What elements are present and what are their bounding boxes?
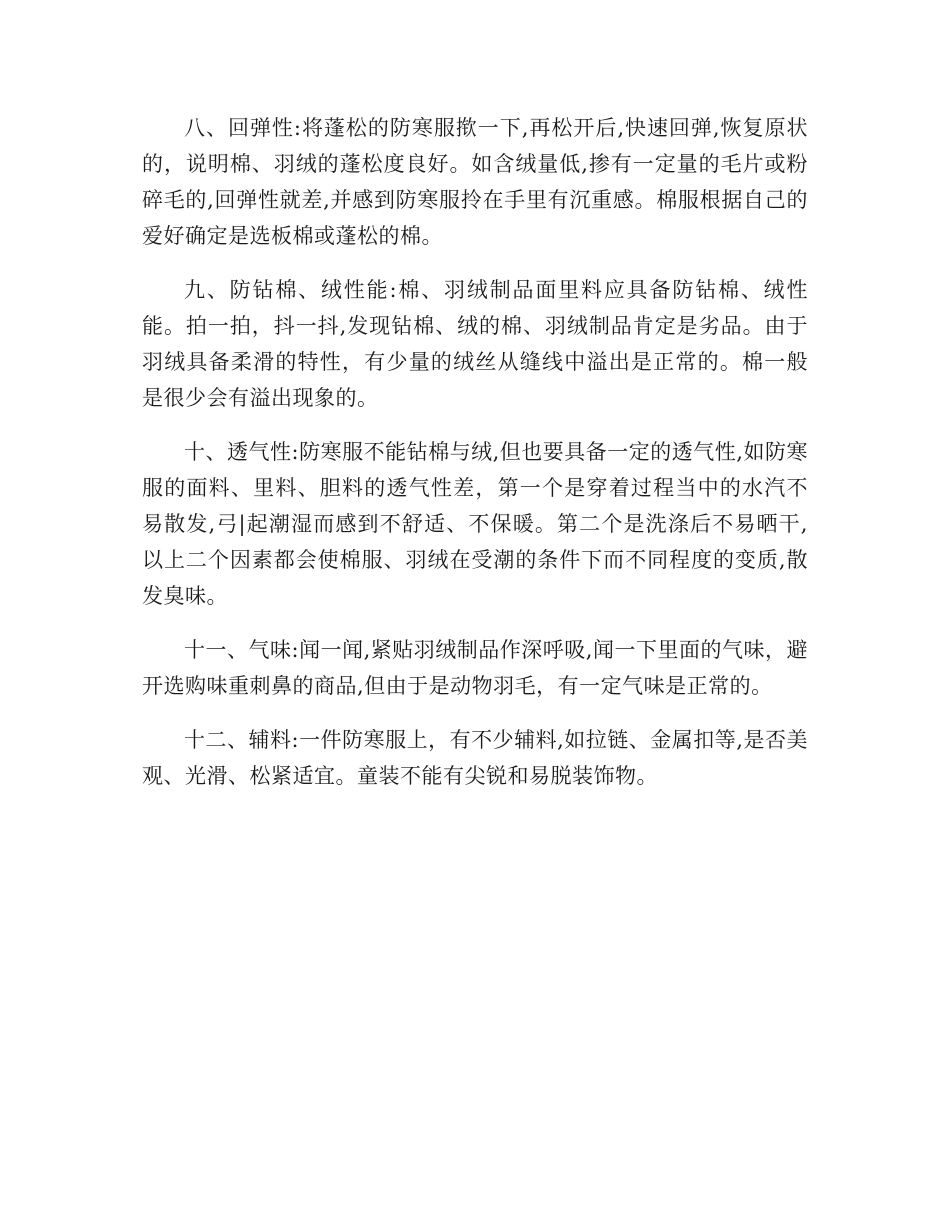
document-body — [142, 110, 808, 812]
paragraph-accessories: 十二、辅料:一件防寒服上，有不少辅料,如拉链、金属扣等,是否美观、光滑、松紧适宜。童装不能有尖锐和易脱装饰物。 — [142, 728, 808, 788]
paragraph-breathability: 十、透气性:防寒服不能钻棉与绒,但也要具备一定的透气性,如防寒服的面料、里料、胆料的透气性差，第一个是穿着过程当中的水汽不易散发,弓|起潮湿而感到不舒适、不保暖。第二个是洗涤后不易晒干,以上二个因素都会使棉服、羽绒在受潮的条件下而不同程度的变质,散发臭味。 — [142, 440, 808, 608]
paragraph-down-proof: 九、防钻棉、绒性能:棉、羽绒制品面里料应具备防钻棉、绒性能。拍一拍，抖一抖,发现钻棉、绒的棉、羽绒制品肯定是劣品。由于羽绒具备柔滑的特性，有少量的绒丝从缝线中溢出是正常的。棉一般是很少会有溢出现象的。 — [142, 278, 808, 410]
paragraph-odor: 十一、气味:闻一闻,紧贴羽绒制品作深呼吸,闻一下里面的气味，避开选购味重刺鼻的商品,但由于是动物羽毛，有一定气味是正常的。 — [142, 638, 808, 698]
paragraph-resilience: 八、回弹性:将蓬松的防寒服揿一下,再松开后,快速回弹,恢复原状的，说明棉、羽绒的蓬松度良好。如含绒量低,掺有一定量的毛片或粉碎毛的,回弹性就差,并感到防寒服拎在手里有沉重感。棉服根据自己的爱好确定是选板棉或蓬松的棉。 — [142, 116, 808, 248]
